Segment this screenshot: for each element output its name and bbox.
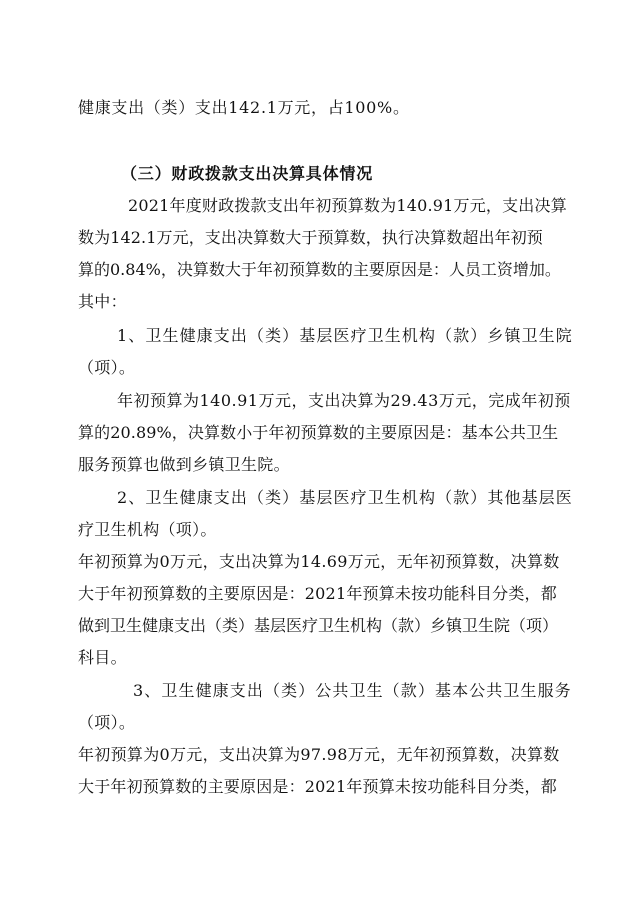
item-heading: 2、卫生健康支出（类）基层医疗卫生机构（款）其他基层医 <box>117 488 573 507</box>
paragraph-line: 大于年初预算数的主要原因是：2021年预算未按功能科目分类，都 <box>78 777 557 796</box>
paragraph-line: 2021年度财政拨款支出年初预算数为140.91万元，支出决算 <box>128 196 567 215</box>
paragraph-line: 服务预算也做到乡镇卫生院。 <box>78 455 290 474</box>
paragraph-line: 年初预算为0万元，支出决算为14.69万元，无年初预算数，决算数 <box>78 552 560 571</box>
paragraph-line: 算的20.89%，决算数小于年初预算数的主要原因是：基本公共卫生 <box>78 423 559 442</box>
paragraph-line: 其中： <box>78 292 127 311</box>
paragraph-line: 大于年初预算数的主要原因是：2021年预算未按功能科目分类，都 <box>78 584 557 603</box>
item-heading: （项）。 <box>78 713 136 732</box>
item-heading: 3、卫生健康支出（类）公共卫生（款）基本公共卫生服务 <box>133 681 572 700</box>
paragraph-line: 数为142.1万元，支出决算数大于预算数，执行决算数超出年初预 <box>78 228 543 247</box>
item-heading: （项）。 <box>78 358 136 377</box>
paragraph-line: 健康支出（类）支出142.1万元，占100%。 <box>78 98 410 117</box>
item-heading: 1、卫生健康支出（类）基层医疗卫生机构（款）乡镇卫生院 <box>117 326 573 345</box>
paragraph-line: 年初预算为0万元，支出决算为97.98万元，无年初预算数，决算数 <box>78 745 560 764</box>
paragraph-line: 年初预算为140.91万元，支出决算为29.43万元，完成年初预 <box>117 391 571 410</box>
item-heading: 疗卫生机构（项）。 <box>78 520 217 539</box>
section-heading: （三）财政拨款支出决算具体情况 <box>121 164 374 183</box>
paragraph-line: 做到卫生健康支出（类）基层医疗卫生机构（款）乡镇卫生院（项） <box>78 616 559 635</box>
paragraph-line: 算的0.84%，决算数大于年初预算数的主要原因是：人员工资增加。 <box>78 260 561 279</box>
paragraph-line: 科目。 <box>78 648 127 667</box>
